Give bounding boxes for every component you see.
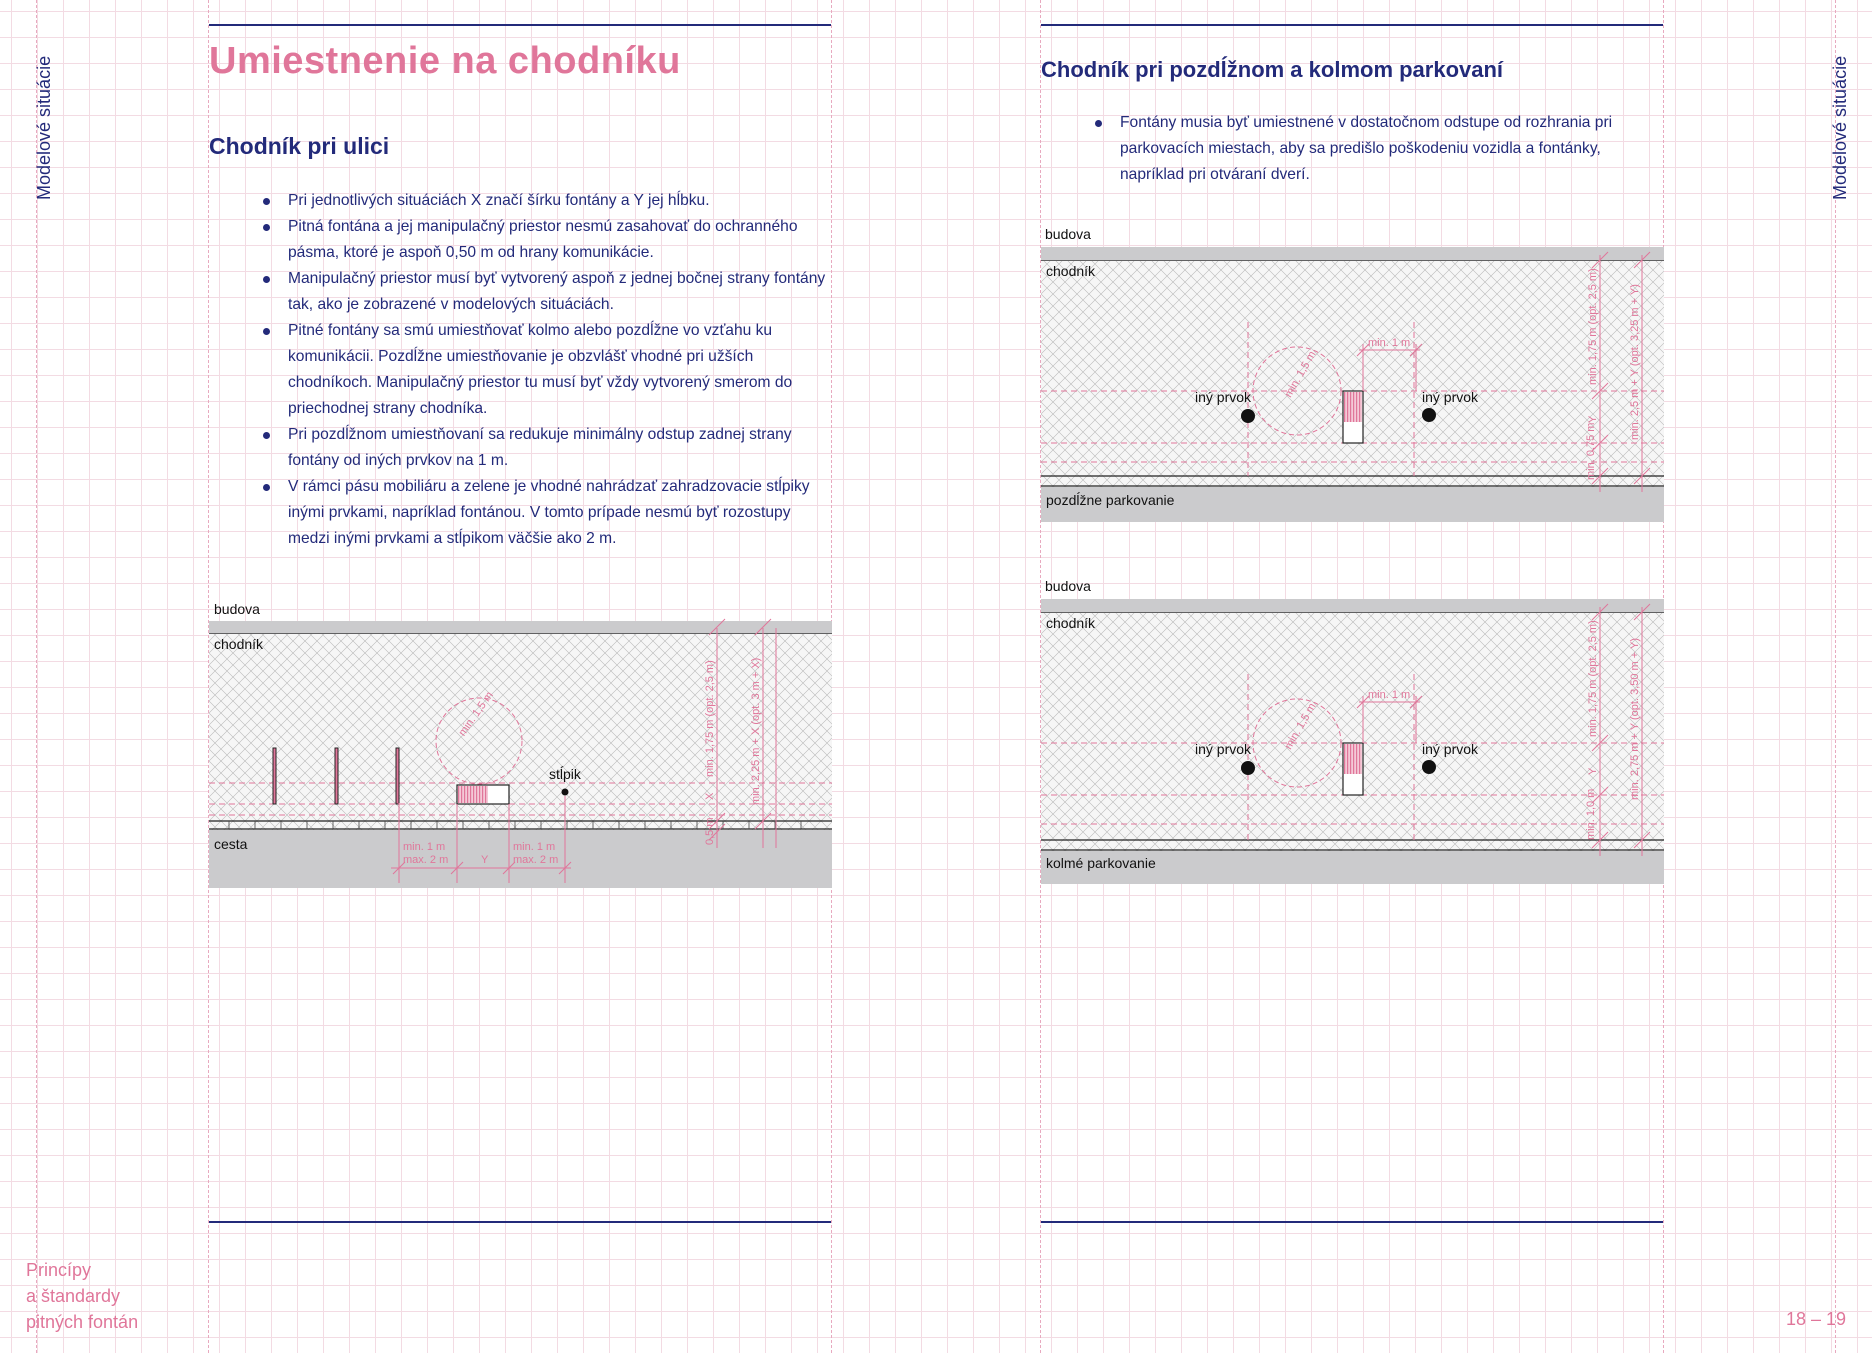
other-element-dot	[1241, 761, 1255, 775]
vdim-3: 0,5 m	[704, 817, 716, 845]
footer-line: pitných fontán	[26, 1312, 139, 1332]
publication-title	[26, 1257, 138, 1335]
bollard	[396, 748, 399, 804]
parallel-parking-diagram	[1041, 222, 1664, 522]
label-road: cesta	[214, 836, 248, 852]
footer-line: a štandardy	[26, 1286, 121, 1306]
section-title-street: Chodník pri ulici	[209, 133, 390, 159]
label-other-right: iný prvok	[1422, 389, 1479, 405]
bullet-list-right	[1093, 110, 1663, 188]
circle-label: min. 1,5 m	[1282, 701, 1319, 752]
other-element-dot	[1422, 408, 1436, 422]
top-rule-left	[209, 24, 831, 26]
section-title-parking: Chodník pri pozdĺžnom a kolmom parkovaní	[1041, 57, 1504, 82]
side-label-left: Modelové situácie	[34, 55, 54, 200]
label-post: stĺpik	[549, 766, 581, 782]
vdim-y: Y	[1587, 767, 1599, 775]
street-sidewalk-diagram	[209, 593, 832, 888]
bollard	[273, 748, 276, 804]
bullet-item: Pri jednotlivých situáciách X značí šírku fontány a Y jej hĺbku.	[261, 188, 831, 214]
bullet-item: Fontány musia byť umiestnené v dostatočnom odstupe od rozhrania pri parkovacích miestach, aby sa predišlo poškodeniu vozidla a fontánky, napríklad pri otváraní dverí.	[1093, 110, 1663, 188]
perpendicular-parking-diagram	[1041, 574, 1664, 884]
building-strip	[209, 621, 832, 634]
vdim-small: min. 0,75 m	[1585, 422, 1597, 480]
vdim-2: min. 2,25 m + X (opt. 3 m + X)	[750, 657, 762, 805]
label-building: budova	[1045, 226, 1091, 242]
post-dot	[562, 789, 569, 796]
dim-min-2: min. 1 m	[513, 841, 556, 853]
label-sidewalk: chodník	[1046, 263, 1096, 279]
label-other-right: iný prvok	[1422, 741, 1479, 757]
dim-y: Y	[481, 854, 489, 866]
building-strip	[1041, 599, 1664, 613]
footer-line: Princípy	[26, 1260, 92, 1280]
vdim-2: min. 2,75 m + Y (opt. 3,50 m + Y)	[1629, 637, 1641, 800]
building-strip	[1041, 247, 1664, 261]
bullet-item: Pitné fontány sa smú umiestňovať kolmo alebo pozdĺžne vo vzťahu ku komunikácii. Pozdĺžne umiestňovanie je obzvlášť vhodné pri užších chodníkoch. Manipulačný priestor tu musí byť vždy vytvorený smerom do priechodnej strany chodníka.	[261, 318, 831, 422]
label-other-left: iný prvok	[1195, 741, 1252, 757]
vdim-1: min. 1,75 m (opt. 2,5 m)	[1587, 268, 1599, 385]
label-building: budova	[1045, 578, 1091, 594]
top-rule-right	[1041, 24, 1663, 26]
page-number: 18 – 19	[1786, 1309, 1847, 1329]
label-sidewalk: chodník	[214, 636, 264, 652]
dim-max-2: max. 2 m	[513, 854, 559, 866]
vdim-small: min. 1,0 m	[1585, 788, 1597, 840]
bullet-item: Pri pozdĺžnom umiestňovaní sa redukuje minimálny odstup zadnej strany fontány od iných prvkov na 1 m.	[261, 422, 831, 474]
bullet-item: V rámci pásu mobiliáru a zelene je vhodné nahrádzať zahradzovacie stĺpiky inými prvkami, napríklad fontánou. V tomto prípade nesmú byť rozostupy medzi inými prvkami a stĺpikom väčšie ako 2 m.	[261, 474, 831, 552]
dim-min: min. 1 m	[1368, 337, 1411, 349]
bullet-item: Manipulačný priestor musí byť vytvorený aspoň z jednej bočnej strany fontány tak, ako je zobrazené v modelových situáciách.	[261, 266, 831, 318]
vdim-y: Y	[1587, 415, 1599, 423]
dim-max-1: max. 2 m	[403, 854, 449, 866]
label-parking: kolmé parkovanie	[1046, 855, 1156, 871]
circle-label: min. 1,5 m	[456, 689, 496, 739]
bullet-list-left	[261, 188, 831, 552]
side-label-right: Modelové situácie	[1830, 55, 1850, 200]
bottom-rule-left	[209, 1221, 831, 1223]
sidewalk-area	[1041, 613, 1664, 851]
bollard	[335, 748, 338, 804]
bottom-rule-right	[1041, 1221, 1663, 1223]
vdim-1: min. 1,75 m (opt. 2,5 m)	[1587, 620, 1599, 737]
label-other-left: iný prvok	[1195, 389, 1252, 405]
circle-label: min. 1,5 m	[1282, 349, 1319, 400]
bullet-item: Pitná fontána a jej manipulačný priestor nesmú zasahovať do ochranného pásma, ktoré je aspoň 0,50 m od hrany komunikácie.	[261, 214, 831, 266]
dim-min-1: min. 1 m	[403, 841, 446, 853]
other-element-dot	[1422, 760, 1436, 774]
label-building: budova	[214, 601, 260, 617]
other-element-dot	[1241, 409, 1255, 423]
vdim-1: min. 1,75 m (opt. 2,5 m)	[704, 660, 716, 777]
vdim-2: min. 2,5 m + Y (opt. 3,25 m + Y)	[1629, 284, 1641, 440]
vdim-x: X	[704, 792, 716, 800]
label-sidewalk: chodník	[1046, 615, 1096, 631]
guide-line	[1835, 0, 1836, 1353]
page-title: Umiestnenie na chodníku	[209, 40, 681, 82]
dim-min: min. 1 m	[1368, 689, 1411, 701]
guide-line	[36, 0, 37, 1353]
label-parking: pozdĺžne parkovanie	[1046, 492, 1175, 508]
